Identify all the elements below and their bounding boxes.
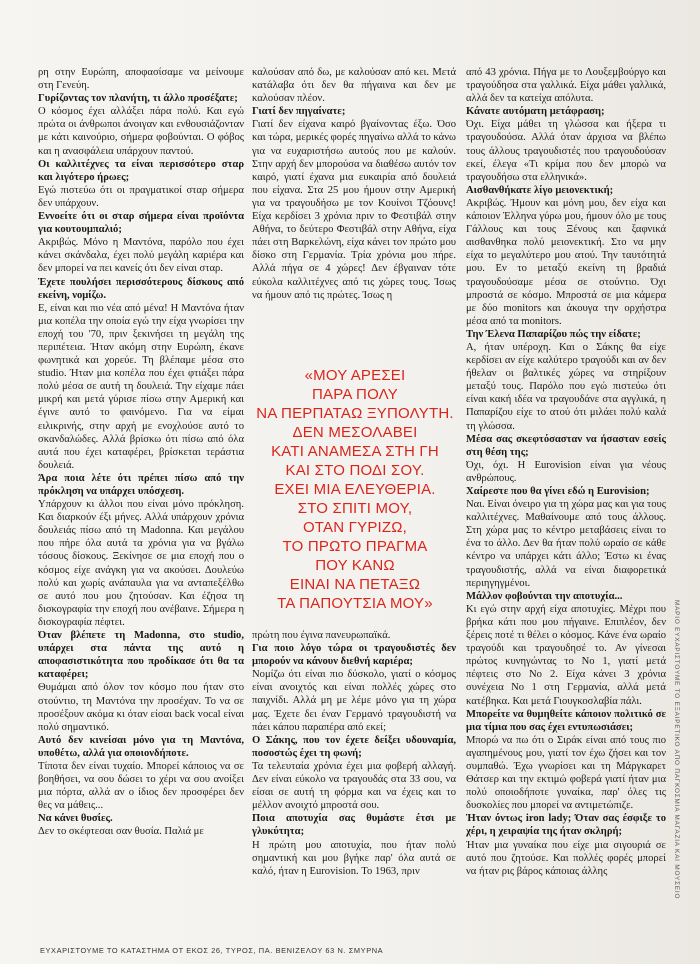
interview-answer: από 43 χρόνια. Πήγα με το Λουξεμβούργο και τραγούδησα στα γαλλικά. Είχα μάθει γαλλικά, αλλά δεν τα κατείχα απόλυτα. [466, 67, 666, 105]
interview-answer: Ακριβώς. Ήμουν και μόνη μου, δεν είχα και κάποιον Έλληνα γύρω μου, ήμουν όλο με τους Γάλλους και τους Ξένους και ξαφνικά αισθανθηκα πολύ μειονεκτική. Στο να μην είχα το μεγαλύτερο μου ατού. Την ταυτότητά μου. Εν το μεταξύ εκείνη τη βραδιά τραγουδούσαμε μέσα σε στούντιο. Όχι μπροστά σε κόσμο. Μπροστά σε μια κάμερα με δύο monitors και άκουγα την ορχήστρα μέσα από τα monitors. [466, 197, 666, 327]
article-column-2-bottom [252, 629, 456, 934]
interview-question: Έχετε πουλήσει περισσότερους δίσκους από εκείνη, νομίζω. [38, 276, 244, 301]
interview-question: Άρα ποια λέτε ότι πρέπει πίσω από την πρόκληση να υπάρχει υπόσχεση. [38, 472, 244, 497]
pull-quote-line: ΠΑΡΑ ΠΟΛΥ [311, 386, 398, 403]
interview-answer: Τα τελευταία χρόνια έχει μια φοβερή αλλαγή. Δεν είναι εύκολο να τραγουδάς στα 33 σου, να είσαι σε αυτή τη φόρμα και να έχεις και το μέλλον ανοιχτό μπροστά σου. [252, 760, 456, 812]
pull-quote-line: ΕΙΝΑΙ ΝΑ ΠΕΤΑΞΩ [289, 576, 421, 593]
interview-answer: Μπορώ να πω ότι ο Σιράκ είναι από τους πιο αγαπημένους μου, γιατί τον έχω ζήσει και τον συμπαθώ. Έχω γνωρίσει και τη Μάργκαρετ Θάτσερ και την εκτιμώ φοβερά γιατί ήταν μια πολύ οποιοδήποτε γυναίκα, παρ' όλες τις δυσκολίες που μπορεί να αντιμετώπιζε. [466, 734, 666, 812]
interview-question: Γυρίζοντας τον πλανήτη, τι άλλο προσέξατε; [38, 93, 238, 105]
interview-question: Μέσα σας σκεφτόσασταν να ήσασταν εσείς στη θέση της; [466, 433, 666, 458]
article-column-1 [38, 66, 244, 934]
article-column-3 [466, 66, 666, 934]
interview-answer: Ακριβώς. Μόνο η Μαντόνα, παρόλο που έχει κάνει σκάνδαλα, έχει πολύ μεγάλη καριέρα και δεν μπορεί να πει κανείς ότι δεν είναι σταρ. [38, 237, 244, 275]
interview-answer: Ήταν μια γυναίκα που είχε μια σιγουριά σε αυτό που ζητούσε. Και πολλές φορές μπορεί να ήταν ρις βάρος κάποιας άλλης [466, 839, 666, 877]
interview-answer: Ναι. Είναι όνειρο για τη χώρα μας και για τους καλλιτέχνες. Μαθαίνουμε από τους άλλους. Στη χώρα μας το κέντρο μεταβάσεις είναι το ένα το άλλο. Δεν θα ήταν πολύ ωραίο σε κάθε κέντρο να υπάρχει κάτι άλλο; Έστω κι ένας τραγουδιστής, αλλά να είναι διαφορετικά περιηγηγμένοι. [466, 499, 666, 589]
interview-answer: Θυμάμαι από όλον τον κόσμο που ήταν στο στούντιο, τη Μαντόνα την προσέχαν. Το να σε προσέξουν ακόμα κι όταν είσαι back vocal είναι πολύ σημαντικό. [38, 682, 244, 733]
interview-question: Για ποιο λόγο τώρα οι τραγουδιστές δεν μπορούν να κάνουν διεθνή καριέρα; [252, 643, 456, 668]
interview-question: Κάνατε αυτόματη μετάφραση; [466, 106, 605, 118]
interview-answer: ρη στην Ευρώπη, αποφασίσαμε να μείνουμε στη Γενεύη. [38, 67, 244, 92]
interview-answer: καλούσαν από δω, με καλούσαν από κει. Μετά κατάλαβα ότι δεν θα πήγαινα και δεν με καλούσαν πλέον. [252, 67, 456, 105]
interview-answer: Νομίζω ότι είναι πιο δύσκολο, γιατί ο κόσμος είναι ανοιχτός και είναι πολλές χώρες στο παιχνίδι. Αλλά μη με λέμε μόνο για τη χώρα μας. Έχετε δει έναν Γερμανό τραγουδιστή να πάει κάπου παραπέρα από εκεί; [252, 669, 456, 733]
interview-answer: Τίποτα δεν είναι τυχαίο. Μπορεί κάποιος να σε βοηθήσει, να σου δώσει το χέρι να σου ανοίξει μια πόρτα, αλλά αν ο ίδιος δεν προσφέρει δεν θες να μάθεις... [38, 760, 244, 812]
pull-quote-line: ΕΧΕΙ ΜΙΑ ΕΛΕΥΘΕΡΙΑ. [274, 481, 436, 498]
interview-question: Εννοείτε ότι οι σταρ σήμερα είναι προϊόντα για κουτουμπαλιό; [38, 211, 244, 236]
interview-answer: Κι εγώ στην αρχή είχα αποτυχίες. Μέχρι που βρήκα κάτι που μου πήγαινε. Επιπλέον, δεν ξέρεις ποτέ τι θέλει ο κόσμος. Κάνε ένα ωραίο τραγούδι και τραγουδησέ το. Αν γίνεσαι πρώτος κυνηγώντας το Νο 1, γιατί μετά πέφτεις στο Νο 2. Είχα κάνει 3 χρόνια συνέχεια Νο 1 στη Γερμανία, αλλά μετά κατέβηκα. Και μετά Γιουγκοσλαβία πάλι. [466, 603, 666, 707]
pull-quote-line: «ΜΟΥ ΑΡΕΣΕΙ [304, 367, 406, 384]
interview-question: Ποια αποτυχία σας θυμάστε έτσι με γλυκύτητα; [252, 813, 456, 838]
page-footer-credits: ΕΥΧΑΡΙΣΤΟΥΜΕ ΤΟ ΚΑΤΑΣΤΗΜΑ ΟΤ ΕΚΟΣ 26, ΤΥΡΟΣ, ΠΑ. ΒΕΝΙΖΕΛΟΥ 63 Ν. ΣΜΥΡΝΑ [40, 946, 384, 955]
interview-answer: Εγώ πιστεύω ότι οι πραγματικοί σταρ σήμερα δεν υπάρχουν. [38, 184, 244, 209]
article-column-2-top [252, 66, 456, 351]
pull-quote-line: ΠΟΥ ΚΑΝΩ [315, 557, 395, 574]
pull-quote-line: ΟΤΑΝ ΓΥΡΙΖΩ, [302, 519, 408, 536]
interview-answer: Όχι. Είχα μάθει τη γλώσσα και ήξερα τι τραγουδούσα. Αλλά όταν άρχισα να βλέπω τους άλλους τραγουδιστές που τραγουδούσαν εκεί, έλεγα «Τι κρίμα που δεν μπορώ να τραγουδήσω στα ελληνικά». [466, 119, 666, 183]
interview-question: Χαίρεστε που θα γίνει εδώ η Eurovision; [466, 486, 650, 497]
interview-question: Οι καλλιτέχνες τα είναι περισσότερο σταρ και λιγότερο ήρωες; [38, 158, 244, 183]
interview-answer: Γιατί δεν είχανα καιρό βγαίνοντας έξω. Όσο και τώρα, μερικές φορές πηγαίνω αλλά το κάνω για να ευχαριστήσω αυτούς που με καλούν. Στην αρχή δεν μπορούσα να διαθέσω αυτόν τον καιρό, γιατί έχανα μια ευκαιρία από δουλειά που είχανα. Στα 25 μου ήμουν στην Αμερική για να τραγουδήσω με τον Κουίνσι Τζόουνς! Είχα κερδίσει 3 χρόνια πριν το Φεστιβάλ στην Αθήνα, το δεύτερο Φεστιβάλ στην Αθήνα, είχα πάει στη Βαρκελώνη, είχα κάνει τον πρώτο μου δίσκο στη Γερμανία. Τρία χρόνια μου πήρε. Αλλά πήγα σε 4 χώρες! Δεν έβγαιναν τότε εύκολα καλλιτέχνες από τις χώρες τους. Ίσως να ήμουν από τις πρώτες. Ίσως η [252, 119, 456, 301]
interview-question: Μάλλον φοβούνται την αποτυχία... [466, 590, 623, 602]
interview-question: Μπορείτε να θυμηθείτε κάποιον πολιτικό σε μια τίμια που σας έχει εντυπωσιάσει; [466, 708, 666, 733]
interview-answer: Η πρώτη μου αποτυχία, που ήταν πολύ σημαντική και μου βγήκε παρ' όλα αυτά σε καλό, ήταν η Eurovision. Το 1963, πριν [252, 839, 456, 877]
interview-answer: Δεν το σκέφτεσαι σαν θυσία. Παλιά με [38, 826, 204, 838]
pull-quote-line: ΚΑΤΙ ΑΝΑΜΕΣΑ ΣΤΗ ΓΗ [271, 443, 439, 460]
pull-quote [250, 366, 460, 613]
interview-question: Ο Σάκης, που τον έχετε δείξει υδουναμία, ποσοστώς έχει τη φωνή; [252, 734, 456, 759]
interview-question: Αυτό δεν κινείσαι μόνο για τη Μαντόνα, υποθέτω, αλλά για οποιονδήποτε. [38, 734, 244, 759]
interview-answer: Ο κόσμος έχει αλλάξει πάρα πολύ. Και εγώ πρώτα οι άνθρωποι άνοιγαν και ενθουσιάζονταν με κάτι καινούριο, σήμερα φοβούνται. Ο φόβος και η ανασφάλεια υπάρχουν παντού. [38, 106, 244, 157]
pull-quote-line: ΝΑ ΠΕΡΠΑΤΑΩ ΞΥΠΟΛΥΤΗ. [256, 405, 454, 422]
interview-answer: Όχι, όχι. Η Eurovision είναι για νέους ανθρώπους. [466, 459, 666, 484]
spine-credit-text: ΜΑΡΙΟ ΕΥΧΑΡΙΣΤΟΥΜΕ ΤΟ ΕΞΑΙΡΕΤΙΚΟ ΑΠΟ ΠΑΓΚΟΣΜΙΑ ΜΑΓΑΖΙΑ ΚΑΙ ΜΟΥΣΕΙΟ [673, 600, 680, 900]
interview-question: Την Έλενα Παπαρίζου πώς την είδατε; [466, 328, 641, 340]
interview-answer: πρώτη που έγινα πανευρωπαϊκά. [252, 630, 391, 641]
pull-quote-line: ΣΤΟ ΣΠΙΤΙ ΜΟΥ, [297, 500, 413, 517]
interview-question: Αισθανθήκατε λίγο μειονεκτική; [466, 184, 614, 196]
interview-question: Όταν βλέπετε τη Madonna, στο studio, υπάρχει στα πάντα της αυτό η αποφασιστικότητα που προδίκασε ότι θα τα καταφέρει; [38, 630, 244, 681]
interview-question: Να κάνει θυσίες. [38, 813, 113, 825]
interview-answer: Ε, είναι και πιο νέα από μένα! Η Μαντόνα ήταν μια κοπέλα την οποία εγώ την είχα γνωρίσει την εποχή του '70, πριν ξεκινήσει τη μεγάλη της περιπέτεια. Ήταν ακόμη στην Ευρώπη, έκανε φωνητικά και χορεύε. Τη βλέπαμε μέσα στο studio. Ήταν μια κοπέλα που έχει φτιάξει πάρα πολύ μέσα σε αυτή τη δουλειά. Την είχαμε πάει μικρή και μετά γύρισε πίσω στην Αμερική και έγινε αυτό το φαινόμενο. Για να είμαι ειλικρινής, στην αρχή με ενοχλούσε αυτό το σκανδαλώδες. Αλλά βρίσκω ότι πίσω από όλα αυτά που έχει καταφέρει, βρίσκεται τεράστια δουλειά. [38, 302, 244, 471]
pull-quote-line: ΔΕΝ ΜΕΣΟΛΑΒΕΙ [292, 424, 418, 441]
pull-quote-line: ΤΑ ΠΑΠΟΥΤΣΙΑ ΜΟΥ» [277, 595, 433, 612]
pull-quote-line: ΚΑΙ ΣΤΟ ΠΟΔΙ ΣΟΥ. [285, 462, 425, 479]
interview-question: Ήταν όντως iron lady; Όταν σας έσφιξε το χέρι, η χειραψία της ήταν σκληρή; [466, 813, 666, 838]
interview-question: Γιατί δεν πηγαίνατε; [252, 106, 346, 118]
pull-quote-line: ΤΟ ΠΡΩΤΟ ΠΡΑΓΜΑ [282, 538, 428, 555]
interview-answer: Α, ήταν υπέροχη. Και ο Σάκης θα είχε κερδίσει αν είχε καλύτερο τραγούδι και αν δεν ήθελαν οι βαλτικές χώρες να στηρίξουν μεταξύ τους. Παρόλο που εγώ πιστεύω ότι είναι κακή ιδέα να τραγουδάνε στα αγγλικά, η Παπαρίζου είχε το ατού ότι μιλάει πολύ καλά τη γλώσσα. [466, 341, 666, 432]
interview-answer: Υπάρχουν κι άλλοι που είναι μόνο πρόκληση. Και διαρκούν έξι μήνες. Αλλά υπάρχουν χρόνια δουλειάς πίσω από τη Madonna. Και μεγάλου που πήρε όλα αυτά τα χρόνια για να βγάλω τόσους δίσκους. Ξεκίνησε σε μια εποχή που ο κόσμος είχε ανάγκη για να ακούσει. Δουλεύω πολύ και χωρίς ανάπαυλα για να ανταπεξέλθω σε αυτό που μου ζητούσαν. Και έζησα τη δισκογραφία την εποχή που ανέβαινε. Σήμερα η δισκογραφία πέφτει. [38, 499, 244, 628]
